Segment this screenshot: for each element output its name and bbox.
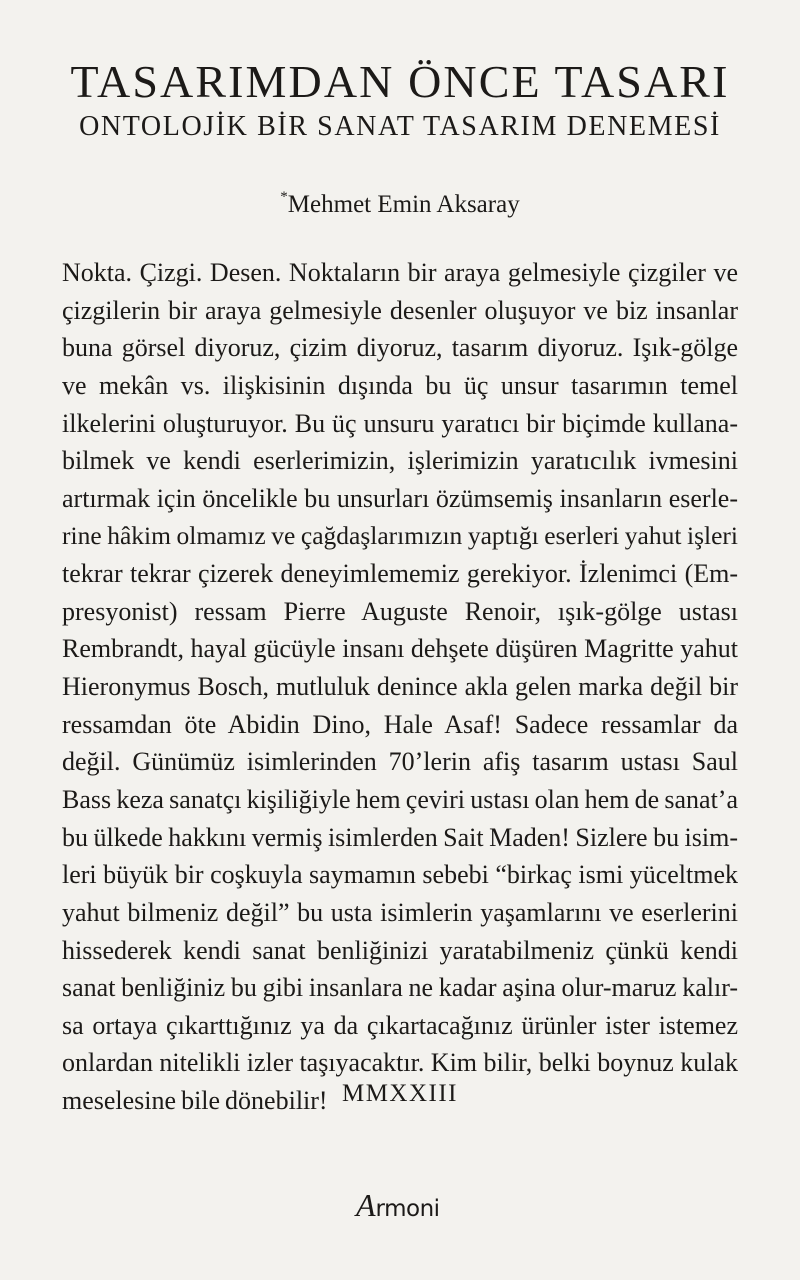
author-footnote-marker: * [280, 189, 288, 205]
publisher-logo [356, 1188, 446, 1222]
body-text [62, 254, 738, 1120]
body-line: sa ortaya çıkarttığınız ya da çıkartacağınız ürünler ister istemez [62, 1010, 738, 1040]
body-line: yahut bilmeniz değil” bu usta isimlerin yaşamlarını ve eserlerini [62, 897, 738, 927]
body-line: sanat benliğiniz bu gibi insanlara ne kadar aşina olur-maruz kalır- [62, 973, 738, 1003]
publisher-logo-initial: A [356, 1187, 376, 1223]
year-roman-numeral: MMXXIII [341, 1080, 459, 1107]
body-line: leri büyük bir coşkuyla saymamın sebebi “birkaç ismi yüceltmek [62, 860, 738, 890]
body-line: rine hâkim olmamız ve çağdaşlarımızın yaptığı eserleri yahut işleri [62, 521, 738, 551]
body-line: ve mekân vs. ilişkisinin dışında bu üç unsur tasarımın temel [62, 370, 738, 400]
body-line: tekrar tekrar çizerek deneyimlememiz gerekiyor. İzlenimci (Em- [62, 559, 738, 589]
body-line: değil. Günümüz isimlerinden 70’lerin afiş tasarım ustası Saul [62, 747, 738, 777]
body-line: bilmek ve kendi eserlerimizin, işlerimizin yaratıcılık ivmesini [62, 446, 738, 476]
book-title: TASARIMDAN ÖNCE TASARI [70, 56, 730, 107]
book-subtitle: ONTOLOJİK BİR SANAT TASARIM DENEMESİ [79, 111, 721, 142]
body-line: Bass keza sanatçı kişiliğiyle hem çeviri ustası olan hem de sanat’a [62, 784, 738, 814]
publisher-logo-rest: rmoni [375, 1196, 440, 1222]
body-line: hissederek kendi sanat benliğinizi yaratabilmeniz çünkü kendi [62, 935, 738, 965]
body-line: Nokta. Çizgi. Desen. Noktaların bir araya gelmesiyle çizgiler ve [62, 258, 738, 287]
body-line: presyonist) ressam Pierre Auguste Renoir, ışık-gölge ustası [62, 596, 738, 626]
body-line: ilkelerini oluşturuyor. Bu üç unsuru yaratıcı bir biçimde kullana- [62, 408, 738, 438]
body-line: Rembrandt, hayal gücüyle insanı dehşete düşüren Magritte yahut [62, 634, 738, 664]
body-line: çizgilerin bir araya gelmesiyle desenler oluşuyor ve biz insanlar [62, 295, 738, 325]
body-line: buna görsel diyoruz, çizim diyoruz, tasarım diyoruz. Işık-gölge [62, 333, 738, 363]
body-line: ressamdan öte Abidin Dino, Hale Asaf! Sadece ressamlar da [62, 709, 738, 739]
author-line [0, 182, 800, 220]
body-line: bu ülkede hakkını vermiş isimlerden Sait Maden! Sizlere bu isim- [62, 822, 738, 852]
body-line: artırmak için öncelikle bu unsurları özümsemiş insanların eserle- [62, 483, 738, 513]
body-line: Hieronymus Bosch, mutluluk denince akla gelen marka değil bir [62, 672, 738, 702]
body-line: onlardan nitelikli izler taşıyacaktır. Kim bilir, belki boynuz kulak [62, 1048, 738, 1078]
author-name: Mehmet Emin Aksaray [287, 191, 520, 218]
body-line: meselesine bile dönebilir! [62, 1086, 328, 1116]
